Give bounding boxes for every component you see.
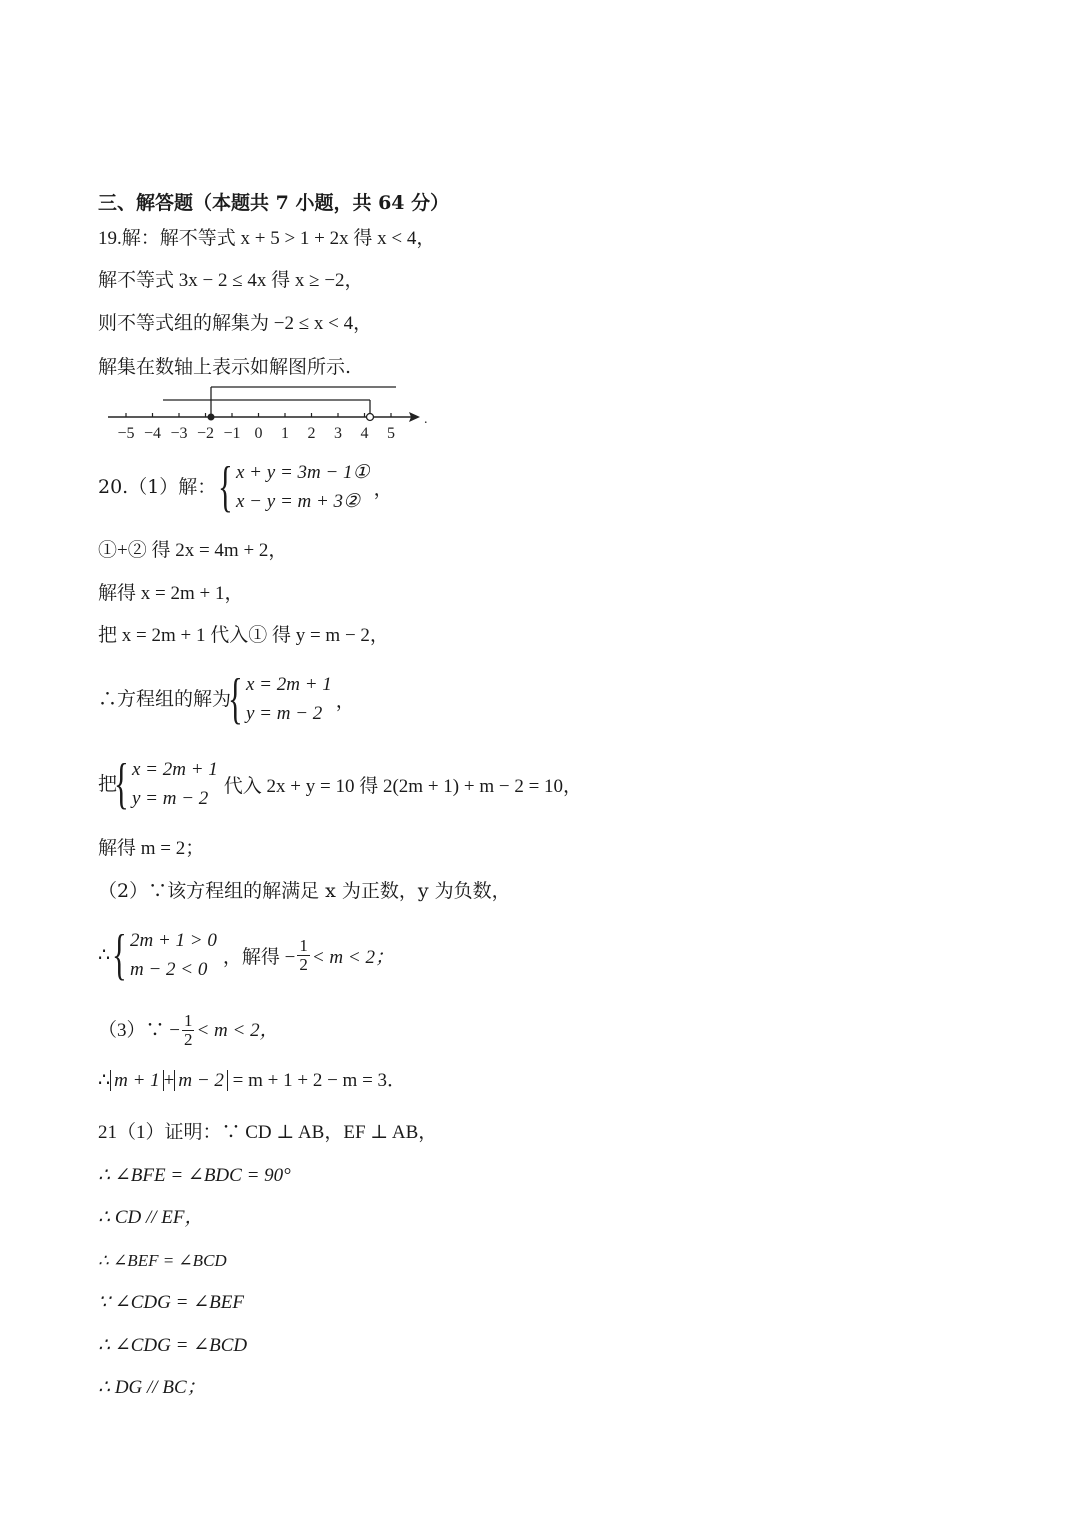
sys1-suffix: ， bbox=[373, 478, 393, 500]
sys3-row-2: y = m − 2 bbox=[132, 788, 209, 809]
axis-tick-label: 4 bbox=[360, 425, 369, 442]
axis-tick-label: 2 bbox=[307, 425, 316, 442]
fraction-one-half bbox=[297, 937, 310, 974]
q20-line-11-prefix: ∴ bbox=[98, 1070, 111, 1091]
brace-icon: { bbox=[114, 753, 129, 815]
sys3-row-1: x = 2m + 1 bbox=[132, 759, 218, 780]
axis-tick-label: −4 bbox=[143, 425, 162, 442]
brace-icon: { bbox=[228, 668, 243, 730]
q20-line-11 bbox=[98, 1068, 406, 1094]
q20-line-5-prefix: ∴方程组的解为 bbox=[98, 688, 232, 710]
section-heading: 三、解答题（本题共 7 小题，共 64 分） bbox=[98, 192, 450, 214]
q20-line-9-suffix: < m < 2； bbox=[311, 946, 394, 968]
brace-icon: { bbox=[112, 924, 127, 986]
q19-line-3: 则不等式组的解集为 −2 ≤ x < 4， bbox=[98, 313, 373, 334]
axis-tick-label: 0 bbox=[254, 425, 263, 442]
abs-m-minus-2: m − 2 bbox=[174, 1070, 228, 1091]
q20-line-6-suffix: 代入 2x + y = 10 得 2(2m + 1) + m − 2 = 10， bbox=[223, 775, 583, 797]
axis-end-dot: . bbox=[424, 412, 428, 427]
plus-sign: + bbox=[163, 1070, 175, 1091]
q21-line-1: 21（1）证明：∵ CD ⊥ AB，EF ⊥ AB， bbox=[98, 1122, 438, 1143]
solid-point-minus-2 bbox=[208, 414, 215, 421]
sys4-row-2: m − 2 < 0 bbox=[130, 959, 208, 980]
number-line-figure bbox=[100, 380, 440, 444]
q20-line-10 bbox=[98, 1012, 279, 1049]
axis-tick-label: −1 bbox=[223, 425, 241, 442]
q20-system-3 bbox=[114, 755, 582, 813]
fraction-numerator: 1 bbox=[183, 1011, 193, 1030]
sys4-row-1: 2m + 1 > 0 bbox=[130, 930, 217, 951]
q20-line-9-prefix: ∴ bbox=[98, 944, 111, 966]
abs-m-plus-1: m + 1 bbox=[110, 1070, 164, 1091]
q20-line-6-prefix: 把 bbox=[98, 773, 118, 795]
q20-line-1-prefix: 20.（1）解： bbox=[98, 476, 217, 498]
q21-line-2: ∴ ∠BFE = ∠BDC = 90° bbox=[98, 1165, 291, 1186]
q20-line-11-suffix: = m + 1 + 2 − m = 3． bbox=[232, 1070, 407, 1091]
open-point-4 bbox=[367, 414, 374, 421]
axis-tick-label: 5 bbox=[387, 425, 395, 442]
q21-line-7: ∴ DG // BC； bbox=[98, 1377, 206, 1398]
fraction-numerator: 1 bbox=[299, 935, 308, 955]
q20-system-1 bbox=[218, 458, 393, 516]
fraction-one-half bbox=[182, 1012, 195, 1049]
q21-line-6: ∴ ∠CDG = ∠BCD bbox=[98, 1335, 248, 1356]
q21-line-4: ∴ ∠BEF = ∠BCD bbox=[98, 1251, 227, 1270]
fraction-denominator: 2 bbox=[183, 1030, 193, 1049]
q19-line-4: 解集在数轴上表示如解图所示. bbox=[98, 356, 352, 378]
sys1-row-2: x − y = m + 3② bbox=[236, 491, 361, 512]
axis-tick-label: −3 bbox=[170, 425, 188, 442]
fraction-denominator: 2 bbox=[299, 954, 308, 974]
q20-line-2: ①+② 得 2x = 4m + 2， bbox=[98, 540, 288, 561]
q20-system-2 bbox=[228, 670, 355, 728]
axis-tick-label: 3 bbox=[334, 425, 342, 442]
q19-line-2: 解不等式 3x − 2 ≤ 4x 得 x ≥ −2， bbox=[98, 270, 364, 291]
axis-tick-label: 1 bbox=[281, 425, 289, 442]
q20-line-10-prefix: （3）∵ − bbox=[98, 1019, 180, 1041]
q20-system-4 bbox=[112, 926, 394, 984]
q20-line-9-mid: ，解得 − bbox=[222, 946, 296, 968]
axis-tick-label: −5 bbox=[117, 425, 135, 442]
axis-tick-label: −2 bbox=[196, 425, 215, 442]
sys2-suffix: ， bbox=[335, 690, 355, 712]
q20-line-4: 把 x = 2m + 1 代入① 得 y = m − 2， bbox=[98, 625, 389, 646]
q20-line-3: 解得 x = 2m + 1， bbox=[98, 583, 244, 604]
sys1-row-1: x + y = 3m − 1① bbox=[236, 462, 370, 483]
brace-icon: { bbox=[218, 456, 233, 518]
q19-line-1: 19.解：解不等式 x + 5 > 1 + 2x 得 x < 4， bbox=[98, 228, 436, 249]
q20-line-7: 解得 m = 2； bbox=[98, 838, 205, 859]
sys2-row-1: x = 2m + 1 bbox=[246, 674, 332, 695]
q20-line-8: （2）∵该方程组的解满足 x 为正数，y 为负数， bbox=[98, 880, 511, 902]
q21-line-3: ∴ CD // EF， bbox=[98, 1207, 204, 1228]
q20-line-10-suffix: < m < 2， bbox=[196, 1019, 279, 1041]
sys2-row-2: y = m − 2 bbox=[246, 703, 323, 724]
q21-line-5: ∵ ∠CDG = ∠BEF bbox=[98, 1292, 244, 1313]
